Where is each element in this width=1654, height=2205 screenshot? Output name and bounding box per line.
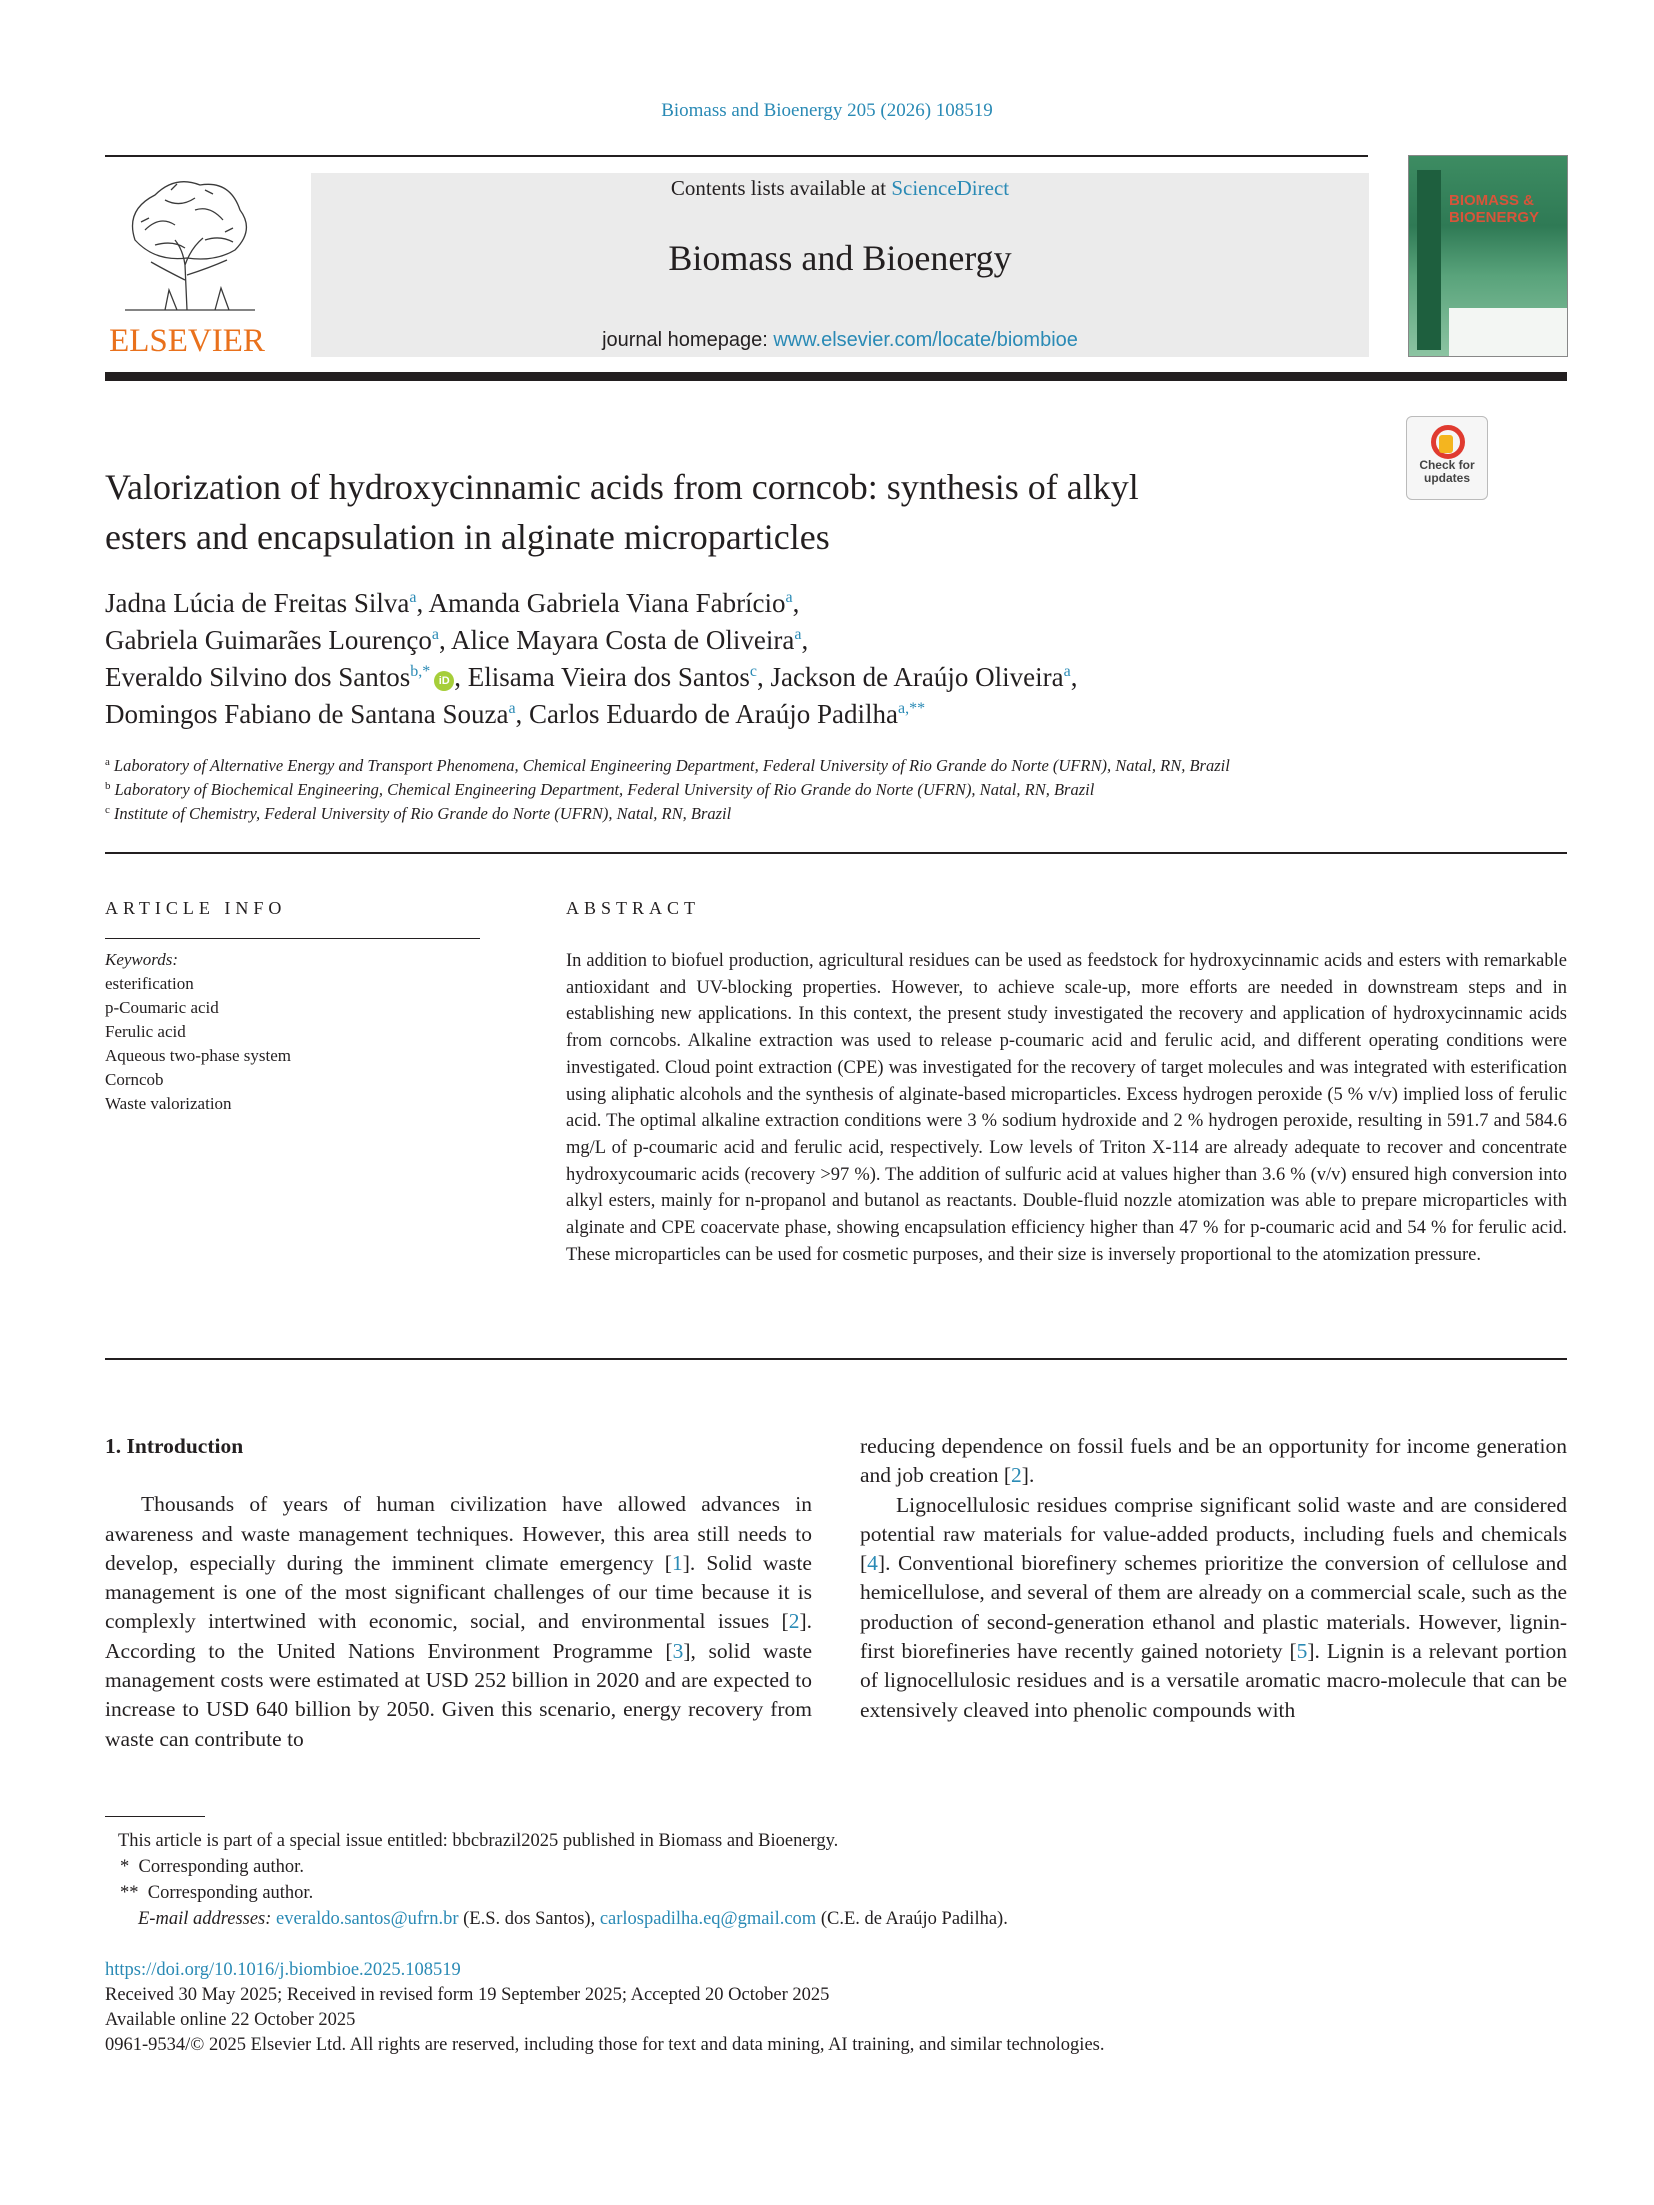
affiliation-text: Institute of Chemistry, Federal University of Rio Grande do Norte (UFRN), Natal, RN, Brazil — [113, 804, 732, 823]
cover-bottom-panel — [1449, 308, 1567, 356]
author-name[interactable]: Carlos Eduardo de Araújo Padilha — [529, 699, 898, 729]
article-info-rule — [105, 938, 480, 939]
affiliation-text: Laboratory of Alternative Energy and Transport Phenomena, Chemical Engineering Department, Federal University of Rio Grande do Norte (UFRN), Natal, RN, Brazil — [113, 756, 1230, 775]
author-affiliation-mark[interactable]: a — [409, 589, 417, 606]
affiliation-key: a — [105, 755, 110, 768]
author-name[interactable]: Jadna Lúcia de Freitas Silva — [105, 588, 410, 618]
paragraph-text: reducing dependence on fossil fuels and be an opportunity for income generation and job creation [ — [860, 1434, 1567, 1488]
affiliation-rule — [105, 852, 1567, 854]
keywords-label: Keywords: — [105, 950, 179, 969]
affiliation-b — [105, 778, 1545, 802]
keyword-item: Waste valorization — [105, 1094, 232, 1113]
author-affiliation-mark[interactable]: a — [1063, 663, 1071, 680]
email-addresses — [118, 1906, 1518, 1932]
sciencedirect-link[interactable]: ScienceDirect — [891, 176, 1010, 200]
homepage-line — [311, 329, 1369, 352]
author-name[interactable]: Amanda Gabriela Viana Fabrício — [428, 588, 786, 618]
corresponding-author-note-1 — [118, 1854, 1518, 1880]
header-rule — [105, 155, 1368, 157]
author-separator: , — [515, 699, 530, 729]
paragraph-text: ]. Solid waste management is one of the most significant challenges of our time because it is complexly intertwined with economic, social, and environmental issues [ — [105, 1550, 812, 1634]
author-name[interactable]: Gabriela Guimarães Lourenço — [105, 625, 432, 655]
affiliation-text: Laboratory of Biochemical Engineering, Chemical Engineering Department, Federal University of Rio Grande do Norte (UFRN), Natal, RN, Brazil — [114, 780, 1095, 799]
journal-cover-thumbnail[interactable] — [1408, 155, 1568, 357]
affiliation-a — [105, 754, 1545, 778]
author-affiliation-mark[interactable]: c — [749, 663, 757, 680]
publication-info — [105, 1958, 1565, 2058]
check-for-updates-button[interactable] — [1406, 416, 1488, 500]
author-separator: , — [792, 588, 800, 618]
contents-line — [311, 176, 1369, 201]
keyword-item: Aqueous two-phase system — [105, 1046, 292, 1065]
keyword-item: p-Coumaric acid — [105, 998, 219, 1017]
footnote-text: Corresponding author. — [138, 1857, 304, 1877]
paragraph-text: Thousands of years of human civilization have allowed advances in awareness and waste management techniques. However, this area still needs to develop, especially during the imminent climate emergency [ — [105, 1492, 812, 1575]
citation-link[interactable]: 4 — [867, 1551, 878, 1576]
elsevier-tree-icon — [105, 170, 269, 320]
author-name[interactable]: Domingos Fabiano de Santana Souza — [105, 699, 509, 729]
email-link[interactable]: everaldo.santos@ufrn.br — [276, 1909, 459, 1929]
check-updates-label — [1407, 459, 1487, 485]
affiliation-c — [105, 802, 1545, 826]
cover-title-line-2: BIOENERGY — [1449, 209, 1540, 226]
paragraph-text: ]. Lignin is a relevant portion of lignocellulosic residues and is a versatile aromatic macro-molecule that can be extensively cleaved into phenolic compounds with — [860, 1639, 1567, 1722]
email-owner: (E.S. dos Santos), — [458, 1909, 600, 1929]
author-line-4 — [105, 696, 1525, 733]
footnote-rule — [105, 1816, 205, 1817]
author-affiliation-mark[interactable]: a — [508, 700, 516, 717]
homepage-link[interactable]: www.elsevier.com/locate/biombioe — [773, 329, 1078, 351]
author-separator: , — [756, 662, 771, 692]
orcid-icon[interactable]: iD — [434, 671, 454, 691]
paragraph-text: Lignocellulosic residues comprise significant solid waste and are considered potential raw materials for value-added products, including fuels and chemicals [ — [860, 1492, 1567, 1576]
author-separator: , — [416, 588, 429, 618]
received-dates: Received 30 May 2025; Received in revised form 19 September 2025; Accepted 20 October 2025 — [105, 1985, 830, 2005]
intro-paragraph-2 — [860, 1491, 1567, 1725]
paragraph-text: ]. Conventional biorefinery schemes prioritize the conversion of cellulose and hemicellulose, and several of them are already on a commercial scale, such as the production of second-generation ethanol and plastic materials. However, lignin-first biorefineries have recently gained notoriety [ — [860, 1551, 1567, 1664]
citation-link[interactable]: 1 — [671, 1550, 683, 1575]
author-affiliation-mark[interactable]: a — [794, 626, 802, 643]
check-updates-bookmark-icon — [1439, 435, 1453, 453]
affiliation-key: c — [105, 803, 110, 816]
body-column-right — [860, 1432, 1567, 1725]
abstract-text: In addition to biofuel production, agricultural residues can be used as feedstock for hydroxycinnamic acids and esters with remarkable antioxidant and UV-blocking properties. However, to achieve scale-up, more efforts are needed in downstream steps and in establishing new applications. In this context, the present study investigated the recovery and application of hydroxycinnamic acids from corncobs. Alkaline extraction was used to release p-coumaric acid and ferulic acid, and different operating conditions were investigated. Cloud point extraction (CPE) was investigated for the recovery of target molecules and was integrated with esterification using aliphatic alcohols and the synthesis of alginate-based microparticles. Excess hydrogen peroxide (5 % v/v) implied loss of ferulic acid. The optimal alkaline extraction conditions were 3 % sodium hydroxide and 2 % hydrogen peroxide, resulting in 591.7 and 584.6 mg/L of p-coumaric acid and ferulic acid, respectively. Low levels of Triton X-114 are already adequate to recover and concentrate hydroxycoumaric acids (recovery >97 %). The addition of sulfuric acid at values higher than 3.6 % (v/v) ensured high conversion into alkyl esters, mainly for n-propanol and butanol as reactants. Double-fluid nozzle atomization was able to prepare microparticles with alginate and CPE coacervate phase, showing encapsulation efficiency higher than 47 % for p-coumaric acid and 54 % for ferulic acid. These microparticles can be used for cosmetic purposes, and their size is inversely proportional to the atomization pressure. — [566, 951, 1567, 1265]
body-column-left — [105, 1432, 812, 1754]
header-thick-rule — [105, 372, 1567, 381]
contents-prefix: Contents lists available at — [670, 176, 892, 200]
copyright-notice: 0961-9534/© 2025 Elsevier Ltd. All rights are reserved, including those for text and data mining, AI training, and similar technologies. — [105, 2035, 1105, 2055]
author-separator: , — [454, 662, 468, 692]
author-separator: , — [801, 625, 809, 655]
title-line-2: esters and encapsulation in alginate microparticles — [105, 517, 830, 557]
cover-stripe — [1417, 170, 1441, 350]
affiliation-key: b — [105, 779, 111, 792]
elsevier-logo[interactable] — [105, 170, 269, 360]
intro-paragraph-1-continued — [860, 1432, 1567, 1491]
cover-title-line-1: BIOMASS & — [1449, 192, 1535, 209]
cover-title — [1449, 192, 1539, 226]
citation-link[interactable]: 5 — [1296, 1639, 1308, 1664]
footnote-text: Corresponding author. — [147, 1883, 314, 1903]
paragraph-text: ]. According to the United Nations Environment Programme [ — [105, 1609, 812, 1663]
citation-link[interactable]: 3 — [672, 1638, 684, 1663]
homepage-prefix: journal homepage: — [602, 329, 774, 351]
author-affiliation-mark[interactable]: a — [785, 589, 793, 606]
author-affiliation-mark[interactable]: a,** — [897, 700, 926, 717]
keyword-item: Corncob — [105, 1070, 164, 1089]
journal-name: Biomass and Bioenergy — [668, 238, 1012, 278]
email-link[interactable]: carlospadilha.eq@gmail.com — [599, 1909, 817, 1929]
citation-link[interactable]: 2 — [1011, 1463, 1022, 1488]
journal-banner — [311, 173, 1369, 357]
affiliations — [105, 754, 1545, 826]
author-name[interactable]: Alice Mayara Costa de Oliveira — [450, 625, 795, 655]
author-affiliation-mark[interactable]: b,* — [410, 663, 431, 680]
author-name[interactable]: Jackson de Araújo Oliveira — [770, 662, 1064, 692]
abstract-rule — [105, 1358, 1567, 1360]
available-online-date: Available online 22 October 2025 — [105, 2010, 356, 2030]
paragraph-text: ], solid waste management costs were estimated at USD 252 billion in 2020 and are expected to increase to USD 640 billion by 2050. Given this scenario, energy recovery from waste can contribute to — [105, 1638, 812, 1751]
author-separator: , — [438, 625, 451, 655]
introduction-heading: 1. Introduction — [105, 1434, 244, 1458]
citation-link[interactable]: 2 — [788, 1609, 800, 1634]
author-affiliation-mark[interactable]: a — [431, 626, 439, 643]
doi-link[interactable]: https://doi.org/10.1016/j.biombioe.2025.108519 — [105, 1960, 461, 1980]
intro-paragraph-1 — [105, 1490, 812, 1754]
paragraph-text: ]. — [1021, 1463, 1035, 1488]
author-line-3 — [105, 659, 1525, 696]
article-info-heading: ARTICLE INFO — [105, 898, 287, 918]
author-line-1 — [105, 585, 1525, 622]
check-label-line-1: Check for — [1419, 458, 1475, 472]
article-title — [105, 462, 1345, 562]
title-line-1: Valorization of hydroxycinnamic acids from corncob: synthesis of alkyl — [105, 467, 1139, 507]
author-separator: , — [1070, 662, 1078, 692]
footnote-mark: ** — [120, 1883, 139, 1903]
keyword-item: esterification — [105, 974, 194, 993]
journal-reference-link[interactable]: Biomass and Bioenergy 205 (2026) 108519 — [661, 100, 993, 121]
author-line-2 — [105, 622, 1525, 659]
author-name[interactable]: Elisama Vieira dos Santos — [467, 662, 750, 692]
author-list — [105, 585, 1525, 733]
corresponding-author-note-2 — [118, 1880, 1518, 1906]
abstract-heading: ABSTRACT — [566, 898, 701, 918]
footnotes — [118, 1828, 1518, 1932]
author-name[interactable]: Everaldo Silvino dos Santos — [105, 662, 411, 692]
special-issue-note: This article is part of a special issue entitled: bbcbrazil2025 published in Biomass and Bioenergy. — [118, 1831, 839, 1851]
elsevier-wordmark: ELSEVIER — [109, 323, 265, 359]
check-label-line-2: updates — [1423, 471, 1470, 485]
keywords-block — [105, 948, 475, 1116]
email-owner: (C.E. de Araújo Padilha). — [816, 1909, 1008, 1929]
keyword-item: Ferulic acid — [105, 1022, 186, 1041]
email-label: E-mail addresses: — [138, 1909, 272, 1929]
footnote-mark: * — [120, 1857, 130, 1877]
